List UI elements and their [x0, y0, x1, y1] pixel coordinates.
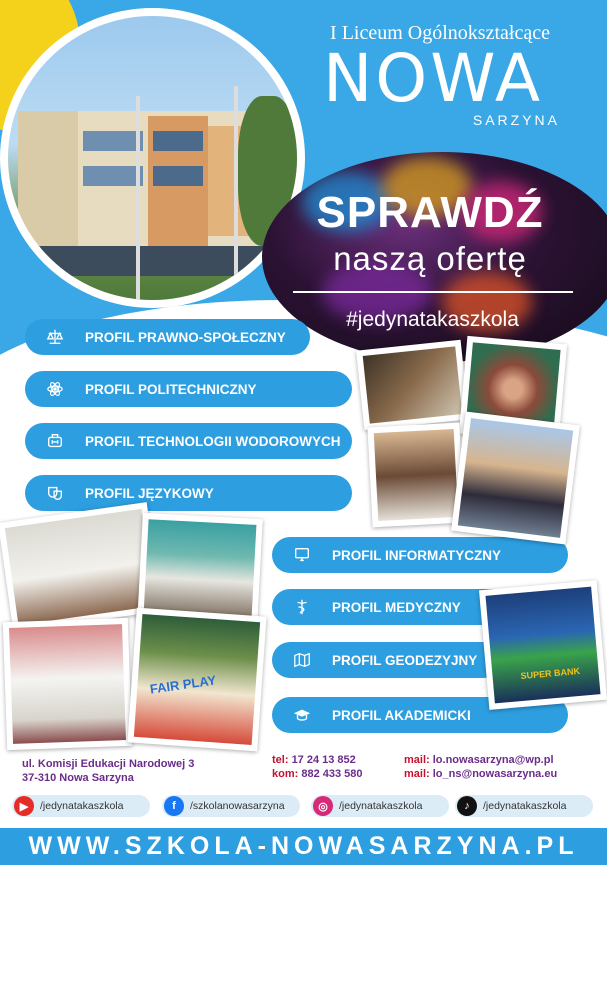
- social-instagram[interactable]: [311, 795, 449, 817]
- profile-label: PROFIL PRAWNO-SPOŁECZNY: [85, 329, 286, 345]
- social-youtube[interactable]: [12, 795, 150, 817]
- mail-label: mail:: [404, 754, 430, 766]
- computer-icon: [286, 542, 318, 568]
- hydrogen-icon: [39, 428, 71, 454]
- phone-block: [272, 753, 363, 781]
- map-icon: [286, 647, 318, 673]
- students-photo: [356, 340, 469, 431]
- mail-address-2[interactable]: lo_ns@nowasarzyna.eu: [432, 768, 558, 780]
- profile-pill-technologii-wodorowych: [25, 423, 352, 459]
- address-line-2: 37-310 Nowa Sarzyna: [22, 772, 134, 784]
- profile-label: PROFIL INFORMATYCZNY: [332, 547, 501, 563]
- super-bank-board-text: SUPER BANK: [520, 665, 581, 682]
- atom-icon: [39, 376, 71, 402]
- profile-label: PROFIL GEODEZYJNY: [332, 652, 478, 668]
- profile-pill-prawno-spoleczny: [25, 319, 310, 355]
- school-name: I Liceum Ogólnokształcące: [330, 22, 550, 44]
- tiktok-icon: ♪: [457, 796, 477, 816]
- tel-number[interactable]: 17 24 13 852: [291, 754, 356, 766]
- promo-title: SPRAWDŹ: [316, 188, 544, 237]
- profile-pill-politechniczny: [25, 371, 352, 407]
- profile-pill-geodezyjny: [272, 642, 502, 678]
- profile-label: PROFIL POLITECHNICZNY: [85, 381, 257, 397]
- profile-label: PROFIL JĘZYKOWY: [85, 485, 214, 501]
- hashtag: #jedynatakaszkola: [346, 308, 519, 331]
- youtube-icon: ▶: [14, 796, 34, 816]
- fair-play-banner-text: FAIR PLAY: [148, 672, 218, 697]
- fair-play-photo: [127, 608, 266, 752]
- masks-icon: [39, 480, 71, 506]
- facebook-icon: f: [164, 796, 184, 816]
- social-handle: /szkolanowasarzyna: [190, 800, 285, 812]
- school-building-photo: [0, 8, 305, 308]
- social-handle: /jedynatakaszkola: [483, 800, 567, 812]
- kom-label: kom:: [272, 768, 299, 780]
- profile-pill-informatyczny: [272, 537, 568, 573]
- scales-icon: [39, 324, 71, 350]
- graduation-cap-icon: [286, 702, 318, 728]
- kom-number[interactable]: 882 433 580: [301, 768, 363, 780]
- group-outdoor-photo: [451, 411, 580, 544]
- profile-label: PROFIL MEDYCZNY: [332, 599, 461, 615]
- profile-label: PROFIL AKADEMICKI: [332, 707, 471, 723]
- mail-address-1[interactable]: lo.nowasarzyna@wp.pl: [432, 754, 554, 766]
- tel-label: tel:: [272, 754, 289, 766]
- website-url[interactable]: WWW.SZKOLA-NOWASARZYNA.PL: [0, 828, 607, 865]
- mail-block: [404, 753, 557, 781]
- mail-label: mail:: [404, 768, 430, 780]
- profile-label: PROFIL TECHNOLOGII WODOROWYCH: [85, 433, 341, 449]
- social-handle: /jedynatakaszkola: [339, 800, 423, 812]
- social-handle: /jedynatakaszkola: [40, 800, 124, 812]
- social-facebook[interactable]: [162, 795, 300, 817]
- medical-students-photo: [3, 618, 132, 750]
- promo-subtitle: naszą ofertę: [333, 240, 527, 277]
- address-line-1: ul. Komisji Edukacji Narodowej 3: [22, 758, 195, 770]
- divider: [293, 291, 573, 293]
- profile-pill-jezykowy: [25, 475, 352, 511]
- logo-nowa: NOWA: [322, 40, 544, 117]
- student-portrait-photo: [367, 423, 464, 528]
- address-block: [22, 757, 194, 785]
- logo-sarzyna: SARZYNA: [472, 112, 560, 128]
- quiz-show-photo: [479, 580, 607, 710]
- social-tiktok[interactable]: [455, 795, 593, 817]
- instagram-icon: ◎: [313, 796, 333, 816]
- caduceus-icon: [286, 594, 318, 620]
